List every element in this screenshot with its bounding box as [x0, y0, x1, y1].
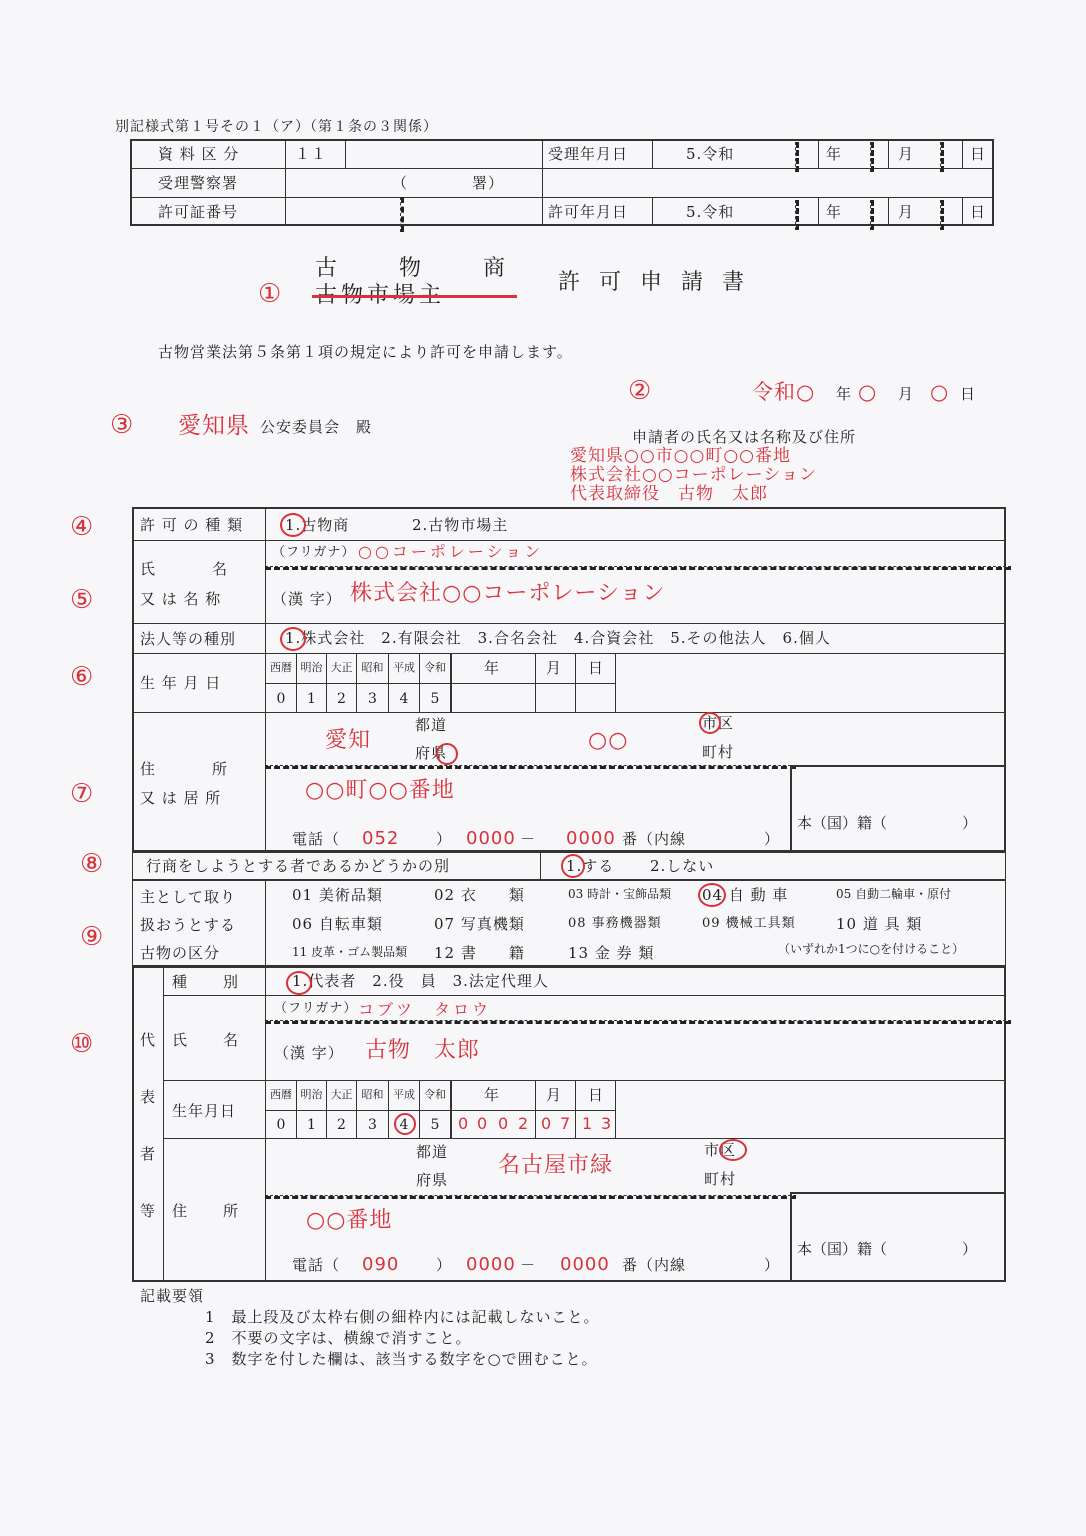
rep-city: 名古屋市緑: [498, 1153, 614, 1178]
address-label-1: 住 所: [140, 760, 231, 778]
strike-line: [312, 295, 517, 298]
era-heisei: 平成: [393, 661, 415, 674]
rep-era-seireki: 西暦: [270, 1088, 292, 1101]
era-meiji: 明治: [300, 661, 323, 674]
birth-nen: 年: [484, 659, 501, 677]
rep-side-4: 等: [140, 1202, 157, 1220]
circle-goods-04: [698, 883, 726, 907]
marker-4: ④: [70, 512, 95, 542]
name-label-1: 氏 名: [140, 560, 231, 578]
rep-birth-digit-5: 7: [560, 1114, 572, 1133]
title-struck: 古物市場主: [315, 283, 446, 308]
title-main: 許 可 申 請 書: [558, 270, 750, 295]
peddler-divider: [540, 852, 541, 880]
addressee-committee: 公安委員会 殿: [260, 418, 373, 436]
rep-type-label: 種 別: [172, 973, 241, 991]
marker-9: ⑨: [80, 922, 105, 952]
marker-3: ③: [110, 410, 135, 440]
address-fuken: 府県: [415, 744, 448, 762]
rep-type-options: 1.代表者 2.役 員 3.法定代理人: [292, 972, 549, 990]
permit-tsuki: 月: [898, 203, 915, 221]
rep-era-num-4: 4: [399, 1117, 409, 1133]
date-tsuki: 月: [898, 385, 915, 403]
tel-area: 052: [362, 828, 400, 849]
title-kobutsusho: 古 物 商: [315, 256, 526, 281]
rep-era-num-3: 3: [368, 1117, 377, 1133]
goods-label-1: 主として取り: [140, 888, 237, 906]
birth-label: 生 年 月 日: [140, 674, 222, 692]
tel-label: 電話（: [292, 830, 341, 848]
rep-birth-digit-4: 0: [541, 1114, 553, 1133]
goods-13: 13 金 券 類: [568, 944, 655, 962]
circle-shi: [699, 712, 721, 734]
era-num-3: 3: [368, 691, 377, 707]
rep-era-reiwa: 令和: [424, 1088, 446, 1101]
corp-type-label: 法人等の種別: [140, 630, 237, 648]
rep-birth-nen: 年: [484, 1086, 501, 1104]
address-label-2: 又 は 居 所: [140, 789, 222, 807]
rep-tel-label: 電話（: [292, 1256, 341, 1274]
furigana-value: ○○コーポレーション: [358, 542, 544, 561]
circle-ku: [719, 1139, 747, 1161]
rep-choson: 町村: [704, 1170, 737, 1188]
rep-tel-ban: 番（内線: [622, 1256, 687, 1274]
name-label-2: 又 は 名 称: [140, 590, 222, 608]
address-city: ○○: [588, 728, 629, 753]
rep-birth-digit-1: 0: [477, 1114, 489, 1133]
goods-02: 02 衣 類: [434, 886, 525, 904]
era-num-0: 0: [276, 691, 286, 707]
rep-address-label: 住 所: [172, 1202, 241, 1220]
circle-peddler: [561, 854, 585, 878]
birth-hi: 日: [588, 659, 605, 677]
rep-birth-digit-2: 0: [498, 1114, 510, 1133]
rep-furigana-label: （フリガナ）: [274, 1001, 358, 1016]
addressee-pref: 愛知県: [178, 413, 250, 439]
rep-era-num-5: 5: [430, 1117, 440, 1133]
note-1: 1 最上段及び太枠右側の細枠内には記載しないこと。: [205, 1308, 600, 1326]
date-day: ○: [930, 380, 950, 404]
peddler-opt1: 1.する: [566, 857, 615, 875]
marker-8: ⑧: [80, 849, 105, 879]
era-num-1: 1: [307, 691, 316, 707]
rep-era-showa: 昭和: [361, 1088, 384, 1101]
receipt-date-label: 受理年月日: [548, 145, 629, 163]
goods-06: 06 自転車類: [292, 915, 383, 933]
marker-6: ⑥: [70, 662, 95, 692]
permit-era: 5.令和: [686, 203, 735, 221]
marker-5: ⑤: [70, 585, 95, 615]
circle-permit-type: [280, 513, 306, 537]
applicant-label: 申請者の氏名又は名称及び住所: [632, 428, 857, 446]
goods-11: 11 皮革・ゴム製品類: [292, 945, 408, 959]
receipt-era: 5.令和: [686, 145, 735, 163]
marker-2: ②: [628, 376, 653, 406]
goods-08: 08 事務機器類: [568, 916, 662, 931]
rep-birth-label: 生年月日: [172, 1102, 237, 1120]
data-category-label: 資 料 区 分: [158, 145, 240, 163]
circle-ken: [436, 743, 458, 765]
corp-type-options: 1.株式会社 2.有限会社 3.合名会社 4.合資会社 5.その他法人 6.個人: [285, 629, 831, 647]
rep-side-3: 者: [140, 1145, 157, 1163]
data-category-value: １１: [295, 145, 328, 163]
goods-label-3: 古物の区分: [140, 944, 221, 962]
circle-corp-type: [280, 627, 306, 651]
rep-era-meiji: 明治: [300, 1088, 323, 1101]
applicant-address: 愛知県○○市○○町○○番地: [570, 446, 792, 466]
goods-label-2: 扱おうとする: [140, 916, 237, 934]
goods-04: 04 自 動 車: [702, 886, 789, 904]
rep-fuken: 府県: [416, 1171, 449, 1189]
note-3: 3 数字を付した欄は、該当する数字を○で囲むこと。: [205, 1350, 598, 1368]
date-month: ○: [858, 380, 878, 404]
rep-tel-close: ）: [436, 1256, 453, 1274]
tel-ban: 番（内線: [622, 830, 687, 848]
rep-era-num-1: 1: [307, 1117, 316, 1133]
address-street: ○○町○○番地: [305, 778, 455, 803]
rep-birth-digit-7: 3: [601, 1114, 613, 1133]
marker-10: ⑩: [70, 1029, 95, 1059]
tel-last: 0000: [566, 828, 616, 849]
era-taisho: 大正: [330, 661, 353, 674]
goods-05: 05 自動二輪車・原付: [836, 887, 952, 901]
era-seireki: 西暦: [270, 661, 292, 674]
form-id: 別記様式第１号その１（ア）（第１条の３関係）: [115, 119, 438, 135]
rep-era-num-2: 2: [337, 1117, 346, 1133]
kanji-value: 株式会社○○コーポレーション: [350, 581, 666, 606]
goods-07: 07 写真機類: [434, 915, 525, 933]
permit-nen: 年: [826, 203, 843, 221]
era-reiwa: 令和: [424, 661, 446, 674]
kanji-label: （漢 字）: [272, 590, 342, 608]
goods-10: 10 道 具 類: [836, 915, 923, 933]
date-hi: 日: [960, 385, 977, 403]
circle-rep-type: [286, 971, 312, 995]
rep-kanji-label: （漢 字）: [274, 1044, 344, 1062]
rep-birth-hi: 日: [588, 1086, 605, 1104]
police-station-value: （ 署）: [392, 174, 505, 192]
address-pref: 愛知: [325, 728, 372, 753]
rep-era-taisho: 大正: [330, 1088, 353, 1101]
permit-type-opt2: 2.古物市場主: [412, 516, 509, 534]
rep-side-1: 代: [140, 1031, 157, 1049]
era-showa: 昭和: [361, 661, 384, 674]
tel-end: ）: [764, 830, 781, 848]
era-num-4: 4: [399, 691, 409, 707]
furigana-label: （フリガナ）: [272, 545, 356, 560]
goods-divider: [265, 880, 266, 966]
marker-7: ⑦: [70, 779, 95, 809]
tel-dash: －: [520, 830, 537, 848]
era-num-5: 5: [430, 691, 440, 707]
permit-type-opt1: 1.古物商: [285, 516, 350, 534]
tel-close: ）: [436, 830, 453, 848]
receipt-hi: 日: [970, 145, 987, 163]
era-num-2: 2: [337, 691, 346, 707]
permit-type-label: 許 可 の 種 類: [140, 516, 244, 534]
rep-birth-digit-3: 2: [518, 1114, 530, 1133]
goods-09: 09 機械工具類: [702, 916, 796, 931]
address-shiku: 市区: [702, 714, 735, 732]
notes-title: 記載要領: [140, 1287, 205, 1305]
receipt-tsuki: 月: [898, 145, 915, 163]
permit-number-label: 許可証番号: [158, 203, 239, 221]
marker-1: ①: [258, 279, 283, 309]
police-station-label: 受理警察署: [158, 174, 239, 192]
birth-tsuki: 月: [546, 659, 563, 677]
rep-tel-area: 090: [362, 1254, 400, 1275]
rep-furigana-value: コブツ タロウ: [358, 1000, 492, 1019]
address-todo: 都道: [415, 716, 448, 734]
note-2: 2 不要の文字は、横線で消すこと。: [205, 1329, 472, 1347]
applicant-rep: 代表取締役 古物 太郎: [570, 484, 768, 504]
rep-tel-dash: －: [520, 1256, 537, 1274]
rep-tel-mid: 0000: [466, 1254, 516, 1275]
peddler-label: 行商をしようとする者であるかどうかの別: [146, 857, 451, 875]
date-era: 令和○: [752, 380, 816, 404]
goods-12: 12 書 籍: [434, 944, 525, 962]
peddler-opt2: 2.しない: [650, 857, 715, 875]
receipt-nen: 年: [826, 145, 843, 163]
address-choson: 町村: [702, 743, 735, 761]
rep-era-heisei: 平成: [393, 1088, 415, 1101]
goods-01: 01 美術品類: [292, 886, 383, 904]
rep-name-label: 氏 名: [172, 1031, 241, 1049]
rep-birth-digit-6: 1: [582, 1114, 594, 1133]
permit-date-label: 許可年月日: [548, 203, 629, 221]
rep-tel-last: 0000: [560, 1254, 610, 1275]
date-nen: 年: [836, 385, 853, 403]
rep-era-num-0: 0: [276, 1117, 286, 1133]
rep-birth-digit-0: 0: [458, 1114, 470, 1133]
rep-shiku: 市区: [704, 1141, 737, 1159]
honseki: 本（国）籍（ ）: [797, 814, 978, 832]
intro-text: 古物営業法第５条第１項の規定により許可を申請します。: [158, 343, 573, 361]
rep-side-2: 表: [140, 1088, 157, 1106]
rep-tel-end: ）: [764, 1256, 781, 1274]
goods-03: 03 時計・宝飾品類: [568, 887, 672, 901]
tel-mid: 0000: [466, 828, 516, 849]
rep-street: ○○番地: [306, 1208, 393, 1233]
rep-kanji-value: 古物 太郎: [365, 1038, 481, 1063]
rep-honseki: 本（国）籍（ ）: [797, 1240, 978, 1258]
permit-hi: 日: [970, 203, 987, 221]
applicant-company: 株式会社○○コーポレーション: [570, 465, 817, 485]
rep-birth-tsuki: 月: [546, 1086, 563, 1104]
goods-note: （いずれか1つに○を付けること）: [778, 942, 965, 956]
rep-todo: 都道: [416, 1143, 449, 1161]
circle-heisei: [394, 1113, 416, 1135]
